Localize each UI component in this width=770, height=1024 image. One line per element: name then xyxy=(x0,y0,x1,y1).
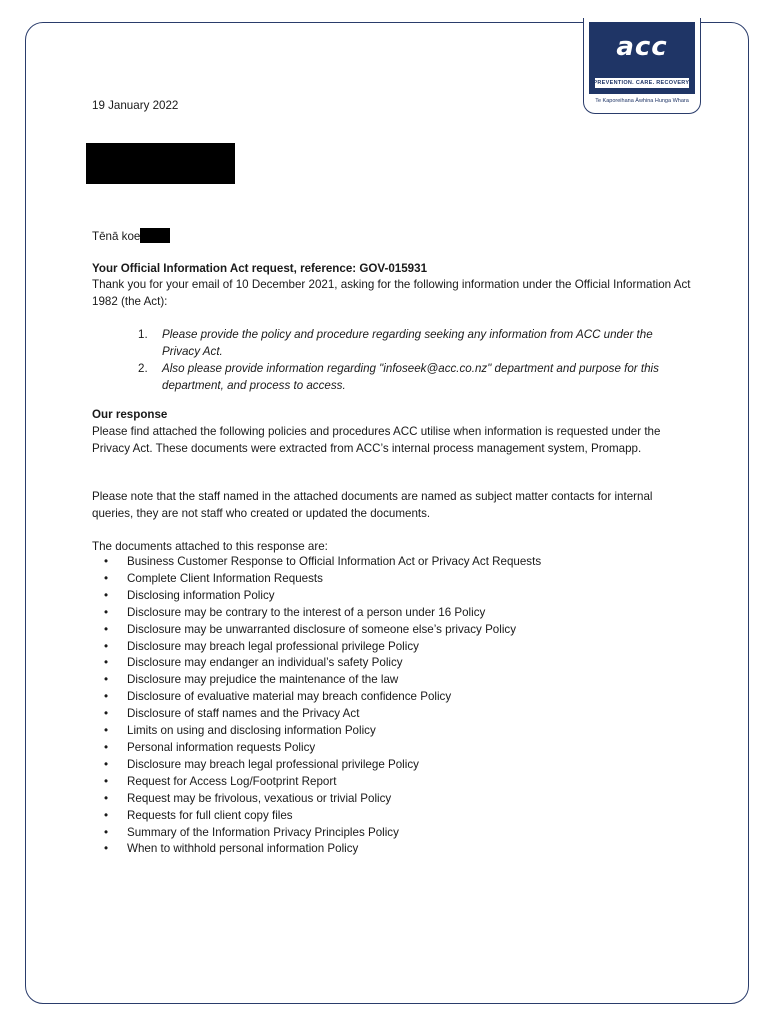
document-title: Business Customer Response to Official Information Act or Privacy Act Requests xyxy=(127,555,542,568)
document-title: Limits on using and disclosing information Policy xyxy=(127,724,376,738)
redacted-address-block xyxy=(86,143,235,184)
bullet-icon: • xyxy=(104,791,109,805)
response-paragraph: Please find attached the following policies and procedures ACC utilise when information is requested under the Privacy Act. These documents were extracted from ACC’s internal process management system, Promapp. xyxy=(92,425,661,455)
bullet-icon: • xyxy=(104,690,109,704)
document-title: Summary of the Information Privacy Principles Policy xyxy=(127,825,399,839)
bullet-icon: • xyxy=(104,656,109,670)
document-item xyxy=(104,605,687,622)
bullet-icon: • xyxy=(104,555,109,568)
document-title: Personal information requests Policy xyxy=(127,740,316,754)
document-title: Disclosing information Policy xyxy=(127,588,275,602)
acc-logo-mark: acc xyxy=(616,32,668,62)
request-item xyxy=(138,360,692,394)
document-item xyxy=(104,672,687,689)
response-heading: Our response xyxy=(92,408,168,421)
note-paragraph: Please note that the staff named in the attached documents are named as subject matter contacts for internal queries, they are not staff who created or updated the documents. xyxy=(92,490,653,520)
bullet-icon: • xyxy=(104,588,109,602)
request-number: 1. xyxy=(138,328,148,341)
document-item xyxy=(104,841,687,858)
document-title: Disclosure may breach legal professional privilege Policy xyxy=(127,639,419,653)
logo-tagline: PREVENTION. CARE. RECOVERY. xyxy=(593,80,691,86)
document-item xyxy=(104,791,687,808)
letter-date: 19 January 2022 xyxy=(92,99,179,112)
subject-line: Your Official Information Act request, reference: GOV-015931 xyxy=(92,262,428,275)
document-title: Disclosure of evaluative material may breach confidence Policy xyxy=(127,690,452,704)
bullet-icon: • xyxy=(104,842,109,856)
bullet-icon: • xyxy=(104,757,109,771)
document-item xyxy=(104,740,687,757)
document-title: Disclosure may prejudice the maintenance of the law xyxy=(127,673,399,687)
bullet-icon: • xyxy=(104,825,109,839)
bullet-icon: • xyxy=(104,724,109,738)
request-text: Also please provide information regarding "infoseek@acc.co.nz" department and purpose for this department, and process to access. xyxy=(162,362,659,392)
document-item xyxy=(104,706,687,723)
documents-intro: The documents attached to this response are: xyxy=(92,540,328,553)
logo-subtitle: Te Kaporeihana Āwhina Hunga Whara xyxy=(595,98,689,104)
bullet-icon: • xyxy=(104,740,109,754)
document-item xyxy=(104,639,687,656)
intro-paragraph: Thank you for your email of 10 December 2021, asking for the following information under the Official Information Act 1982 (the Act): xyxy=(92,278,691,308)
document-item xyxy=(104,774,687,791)
document-item xyxy=(104,808,687,825)
request-number: 2. xyxy=(138,362,148,375)
bullet-icon: • xyxy=(104,808,109,822)
document-title: Request for Access Log/Footprint Report xyxy=(127,774,337,788)
request-list xyxy=(138,326,692,394)
acc-logo xyxy=(589,22,695,94)
document-item xyxy=(104,757,687,774)
bullet-icon: • xyxy=(104,707,109,721)
acc-logo-tab xyxy=(583,18,701,114)
document-item xyxy=(104,588,687,605)
documents-list xyxy=(104,554,687,858)
bullet-icon: • xyxy=(104,639,109,653)
document-item xyxy=(104,825,687,842)
document-title: Complete Client Information Requests xyxy=(127,571,323,585)
document-item xyxy=(104,723,687,740)
document-title: Disclosure may be unwarranted disclosure of someone else’s privacy Policy xyxy=(127,622,516,636)
greeting-text: Tēnā koe xyxy=(92,230,141,243)
document-title: Disclosure of staff names and the Privacy Act xyxy=(127,707,360,721)
bullet-icon: • xyxy=(104,673,109,687)
bullet-icon: • xyxy=(104,571,109,585)
document-title: Disclosure may be contrary to the interest of a person under 16 Policy xyxy=(127,605,486,619)
document-item xyxy=(104,655,687,672)
bullet-icon: • xyxy=(104,622,109,636)
request-text: Please provide the policy and procedure regarding seeking any information from ACC under the Privacy Act. xyxy=(162,328,653,358)
document-title: Requests for full client copy files xyxy=(127,808,293,822)
greeting-line xyxy=(92,228,170,245)
document-item xyxy=(104,689,687,706)
request-item xyxy=(138,326,692,360)
document-title: Disclosure may breach legal professional privilege Policy xyxy=(127,757,419,771)
document-item xyxy=(104,554,687,571)
document-item xyxy=(104,571,687,588)
document-title: Request may be frivolous, vexatious or trivial Policy xyxy=(127,791,392,805)
redacted-name xyxy=(140,228,170,243)
document-title: Disclosure may endanger an individual’s safety Policy xyxy=(127,656,403,670)
document-title: When to withhold personal information Policy xyxy=(127,842,359,856)
bullet-icon: • xyxy=(104,605,109,619)
bullet-icon: • xyxy=(104,774,109,788)
document-item xyxy=(104,622,687,639)
